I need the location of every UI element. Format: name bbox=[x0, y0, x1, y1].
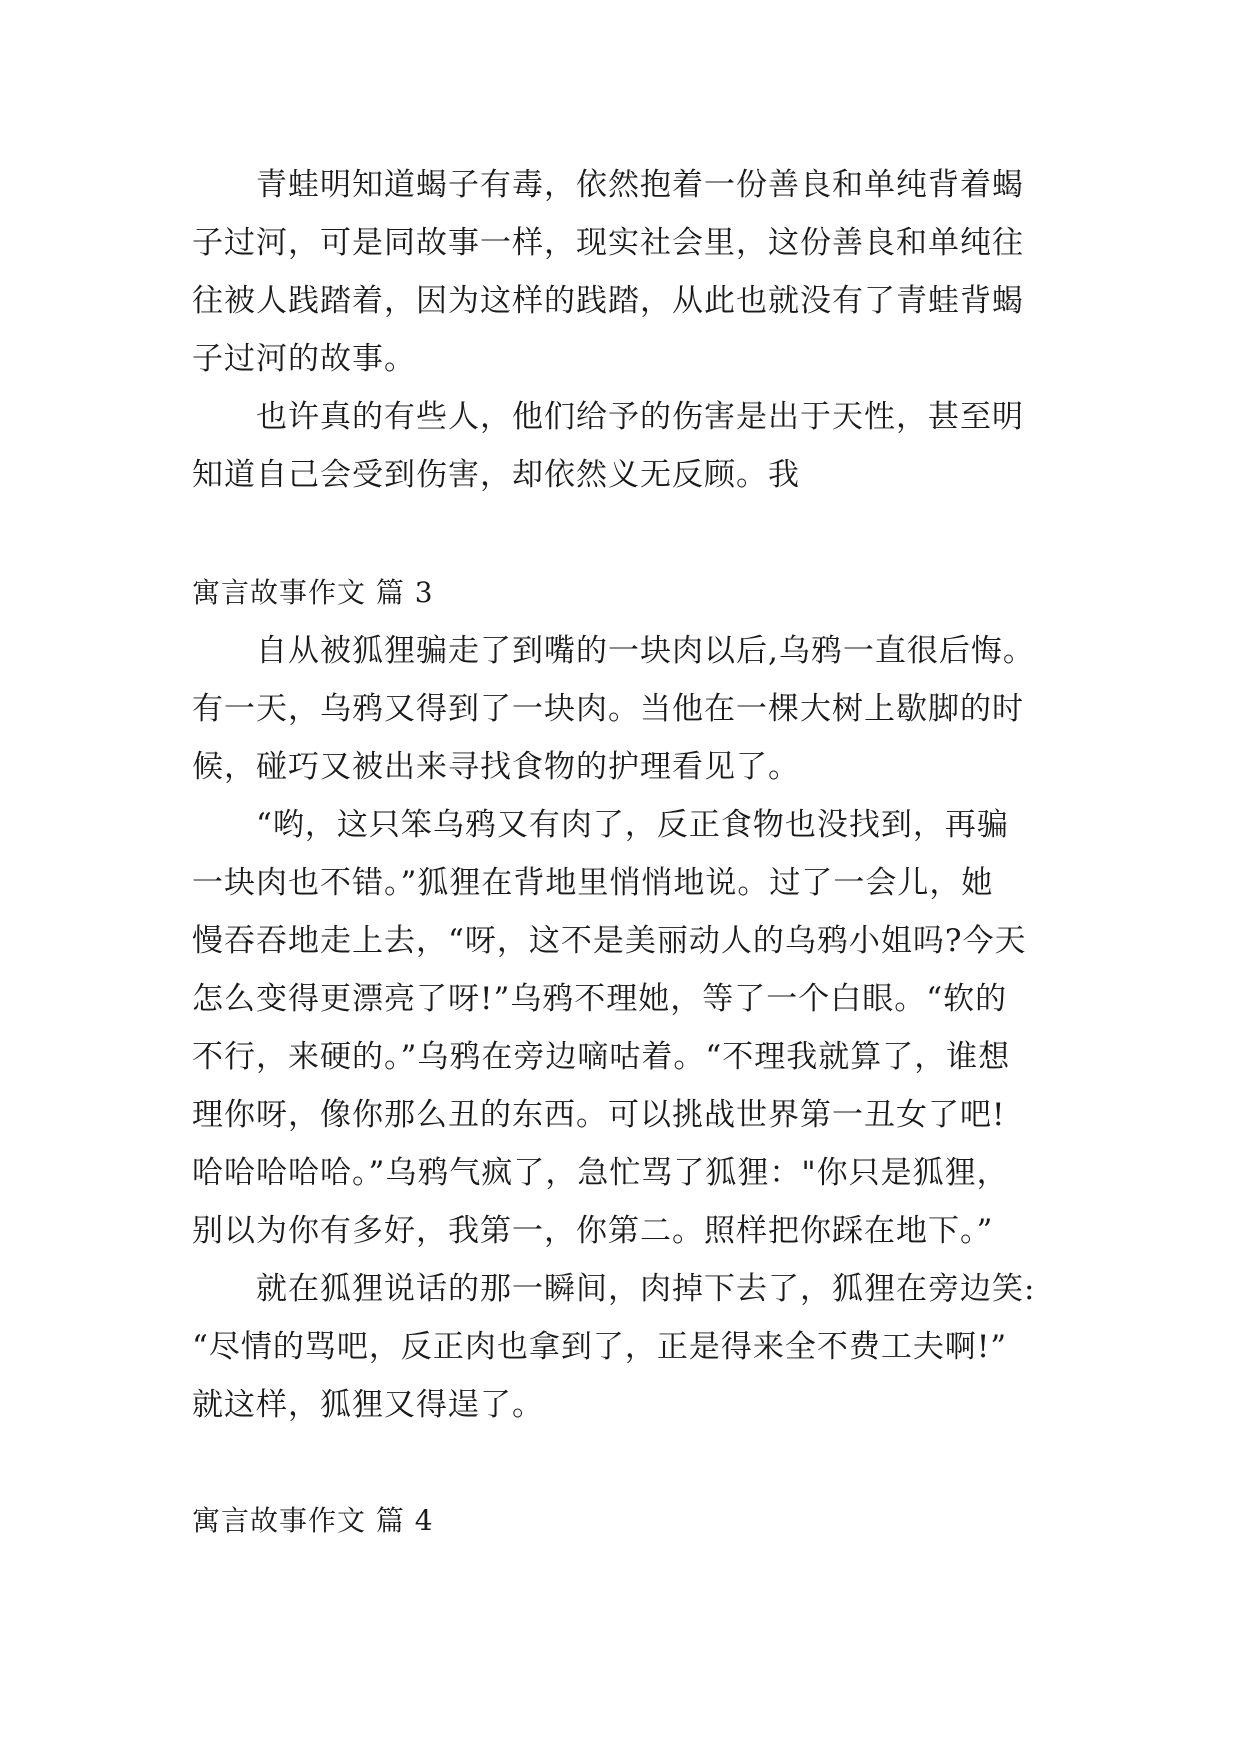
text-line: 知道自己会受到伤害，却依然义无反顾。我 bbox=[192, 457, 800, 493]
text-line: 不行，来硬的。”乌鸦在旁边嘀咕着。“不理我就算了，谁想 bbox=[192, 1039, 1011, 1075]
text-line: 青蛙明知道蝎子有毒，依然抱着一份善良和单纯背着蝎 bbox=[192, 167, 1024, 203]
text-line: “哟，这只笨乌鸦又有肉了，反正食物也没找到，再骗 bbox=[192, 807, 1009, 843]
text-line: 也许真的有些人，他们给予的伤害是出于天性，甚至明 bbox=[192, 399, 1024, 435]
text-line: 慢吞吞地走上去，“呀，这不是美丽动人的乌鸦小姐吗?今天 bbox=[192, 923, 1027, 959]
text-line: 理你呀，像你那么丑的东西。可以挑战世界第一丑女了吧! bbox=[192, 1097, 1006, 1133]
text-line: 自从被狐狸骗走了到嘴的一块肉以后,乌鸦一直很后悔。 bbox=[192, 633, 1035, 669]
section-heading: 寓言故事作文 篇 4 bbox=[192, 1504, 434, 1537]
text-line: 怎么变得更漂亮了呀!”乌鸦不理她，等了一个白眼。“软的 bbox=[192, 981, 1008, 1017]
text-line: 有一天，乌鸦又得到了一块肉。当他在一棵大树上歇脚的时 bbox=[192, 691, 1024, 727]
text-line: “尽情的骂吧，反正肉也拿到了，正是得来全不费工夫啊!” bbox=[192, 1329, 1008, 1365]
text-line: 往被人践踏着，因为这样的践踏，从此也就没有了青蛙背蝎 bbox=[192, 283, 1024, 319]
text-line: 别以为你有多好，我第一，你第二。照样把你踩在地下。” bbox=[192, 1213, 994, 1249]
text-line: 就这样，狐狸又得逞了。 bbox=[192, 1387, 544, 1423]
section-heading: 寓言故事作文 篇 3 bbox=[192, 576, 434, 609]
text-line: 一块肉也不错。”狐狸在背地里悄悄地说。过了一会儿，她 bbox=[192, 865, 994, 901]
text-line: 就在狐狸说话的那一瞬间，肉掉下去了，狐狸在旁边笑: bbox=[192, 1271, 1036, 1307]
text-line: 哈哈哈哈哈。”乌鸦气疯了，急忙骂了狐狸："你只是狐狸， bbox=[192, 1155, 1009, 1191]
text-line: 子过河，可是同故事一样，现实社会里，这份善良和单纯往 bbox=[192, 225, 1024, 261]
text-line: 子过河的故事。 bbox=[192, 341, 416, 377]
text-line: 候，碰巧又被出来寻找食物的护理看见了。 bbox=[192, 749, 800, 785]
